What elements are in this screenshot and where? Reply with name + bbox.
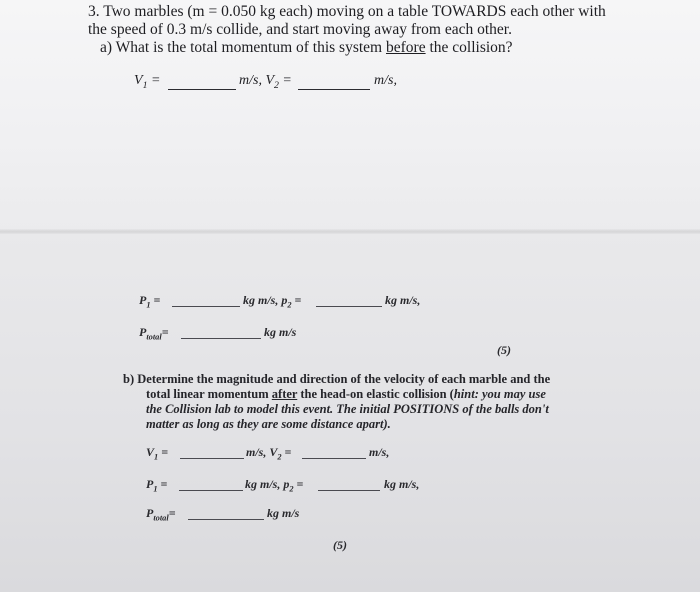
b-p1-blank[interactable] [179,490,243,491]
b-p2-blank[interactable] [318,490,380,491]
b-p1-label: $P_1$ = [146,477,168,494]
a-ptotal-label: $P_{total}=$ [139,325,169,342]
b-v1-unit: m/s, $V_2$ = [246,445,292,462]
a-p1-blank[interactable] [172,306,240,307]
paper-fold [0,229,700,234]
b-points: (5) [333,538,347,552]
question-line-2: the speed of 0.3 m/s collide, and start moving away from each other. [88,21,512,38]
question-line-1: 3. Two marbles (m = 0.050 kg each) moving on a table TOWARDS each other with [88,3,606,20]
a-ptotal-blank[interactable] [181,338,261,339]
a-points: (5) [497,343,511,357]
b-v2-blank[interactable] [302,458,366,459]
a-ptotal-unit: kg m/s [264,325,297,339]
a-p1-label: $P_1$ = [139,293,161,310]
a-v2-blank[interactable] [298,89,370,90]
b-p1-unit: kg m/s, $p_2$ = [245,477,304,494]
b-ptotal-blank[interactable] [188,519,264,520]
part-a-prompt: a) What is the total momentum of this system before the collision? [100,39,513,56]
part-b-line-3: the Collision lab to model this event. The initial POSITIONS of the balls don't [146,402,549,416]
a-v1-unit: m/s, $V_2$ = [239,73,292,91]
a-v2-unit: m/s, [374,73,397,88]
b-p2-unit: kg m/s, [384,477,420,491]
a-p2-unit: kg m/s, [385,293,421,307]
b-v1-blank[interactable] [180,458,244,459]
part-b-line-4: matter as long as they are some distance apart). [146,417,391,431]
a-v1-blank[interactable] [168,89,236,90]
b-v1-label: $V_1$ = [146,445,169,462]
b-v2-unit: m/s, [369,445,390,459]
a-p2-blank[interactable] [316,306,382,307]
a-p1-unit: kg m/s, $p_2$ = [243,293,302,310]
a-v1-label: $V_1$ = [134,73,161,91]
b-ptotal-label: $P_{total}=$ [146,506,176,523]
part-b-line-2: total linear momentum after the head-on elastic collision (hint: you may use [146,387,546,401]
b-ptotal-unit: kg m/s [267,506,300,520]
part-b-line-1: b) Determine the magnitude and direction of the velocity of each marble and the [123,372,551,386]
